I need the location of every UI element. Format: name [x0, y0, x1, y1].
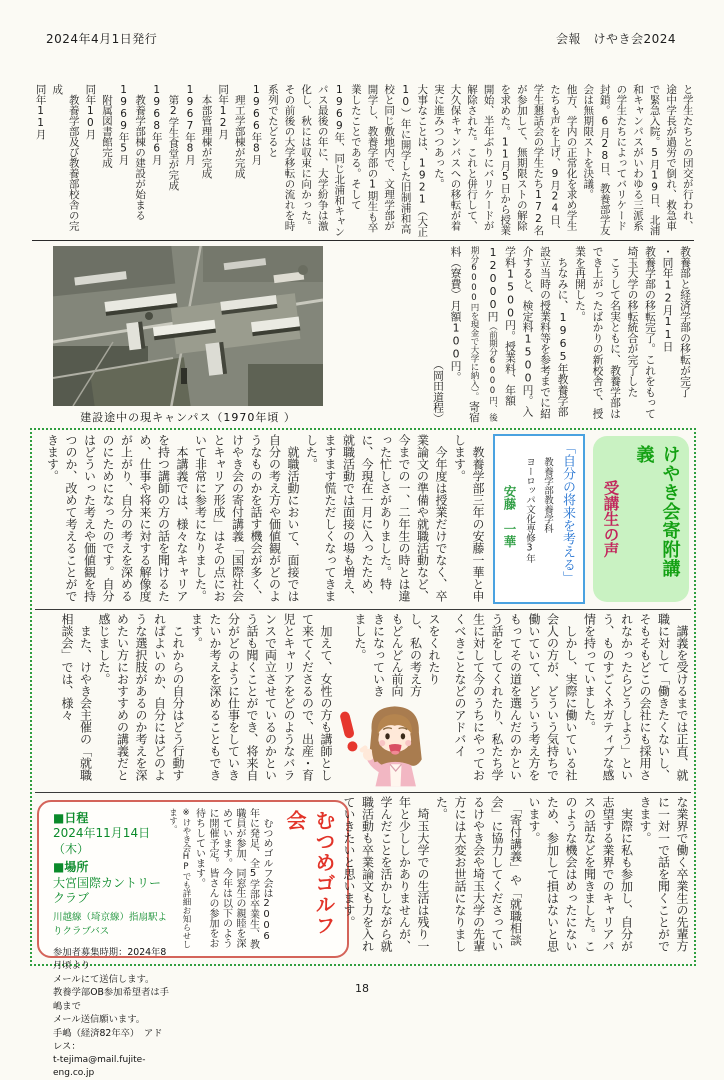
- golf-hp-note: ※けやき会HPでも詳細お知らせします。: [167, 808, 191, 949]
- essay-band-2-left: 加えて、女性の方も講師として来てくださるので、出産・育児とキャリアをどのようなバランスで両立させているのかという話も聞くことができ、将来自分がどのように仕事をしていきたいか考えを深めることもできます。 これからの自分はどう行動すればよいのか、自分にはどのような選択肢があるのか考えを深めたい方におすすめの講義だと感じました。 また、けやき会主催の「就職相談会」では、様々: [60, 613, 333, 781]
- essay-band-2-row: [35, 613, 691, 789]
- history-band-bottom: [32, 246, 694, 428]
- badge-title: けやき会寄附講義: [633, 445, 681, 578]
- exclamation-icon: [339, 711, 359, 753]
- tuition-rest: 寄宿料（寮費）月額100円。: [449, 246, 481, 423]
- history-timeline: 1966年8月 理工学部棟が完成 同年12月 本部管理棟が完成 1967年8月 第2学生食堂が完成 1968年6月 教養学部棟の建設が始まる 1969年5月 附属図書館完成 同年10月 教養学部及び教養部校舎の完成 同年11月: [34, 84, 263, 231]
- photo-block: [32, 246, 344, 428]
- issue-date: 2024年4月1日発行: [46, 32, 158, 46]
- section-divider: [32, 240, 694, 241]
- page-number: 18: [355, 982, 369, 995]
- place-value: 大宮国際カントリークラブ: [53, 875, 162, 906]
- author-affiliation-1: 教養学部教養学科: [542, 457, 553, 533]
- essay-band-2-middle: [335, 613, 443, 789]
- photo-caption: 建設途中の現キャンパス（1970年頃 ）: [80, 411, 296, 424]
- badge-subtitle: 受講生の声: [601, 480, 620, 558]
- campus-aerial-photo: [53, 246, 323, 406]
- place-access: 川越線（埼京線）指扇駅よりクラブバス: [53, 911, 168, 937]
- schedule-label: ■日程: [53, 811, 89, 825]
- golf-info: [47, 808, 177, 1078]
- essay-band-2-wrap-text: スをくれたりし、私の考え方もどんどん前向きになっていきました。: [353, 613, 441, 697]
- golf-announcement-box: [37, 800, 349, 1078]
- place-label: ■場所: [53, 860, 89, 875]
- band-divider: [35, 609, 691, 610]
- relocation-notes: [344, 246, 694, 424]
- tuition-detail: （前期分6000円、後期分6000円を現金で大学に納入）。: [469, 246, 498, 422]
- essay-title: 「自分の将来を考える」: [560, 441, 575, 584]
- author-affiliation-2: ヨーロッパ文化専修3年: [524, 457, 535, 563]
- tuition-lead: ちなみに、1965年教養学部設立当時の授業料等を参考までに紹介すると、検定料1500円。入学料1500円。授業料、年額12000円: [486, 246, 570, 419]
- history-paragraphs: と学生たちとの団交が行われ、途中学長が過労で倒れ、救急車で緊急入院。5月19日、北浦和キャンパスがいわゆる三派系の学生たちによってバリケード封鎖。6月28日、教養部学友会は無期限ストを決議。 他方、学内の正常化を求め学生たちも声を上げ、9月24日、学生懇話会の学生たち172名が参加して、無期限ストの解除を求めた。11月5日から授業開始、半年ぶりにバリケードが解除された。これと併行して、大久保キャンパスへの移転が着実に進みつつあった。 大事なことは、1921（大正10）年に開学した旧制浦和高校と同じ敷地内で、文理学部が開学し、教養学部の1期生も卒業したことである。そして1969年、同じ北浦和キャンパス最後の年に、大学紛争は激化し、秋には収束に向かった。その前後の大学移転の流れを時系列でたどると: [266, 84, 694, 237]
- recruit-info: 参加者募集時期：2024年8月頃より メールにて送信します。 教養学部OB参加希望者は手嶋まで メール送信願います。 手嶋（経済82年卒） アドレス：: [53, 946, 169, 1053]
- history-band-top: [32, 84, 696, 237]
- essay-band-3: な業界で働く卒業生の先輩方に一対一で話を聞くことができます。 実際に私も参加し、自分が志望する業界でのキャリアパスの話などを聞きました。このような機会はめったにないため、参加して損はないと思います。 「寄付講義」や「就職相談会」に協力してくださっているけやき会や埼玉大学の先輩方には大変お世話になりました。 埼玉大学での生活は残り一年と少ししかありませんが、学んだことを活かしながら就職活動も卒業論文も力を入れていきたいと思います。: [342, 796, 689, 952]
- publication-title: 会報 けやき会2024: [555, 32, 676, 46]
- band-divider: [35, 792, 691, 793]
- email-address: t-tejima@mail.fujite-eng.co.jp: [53, 1054, 146, 1078]
- history-article: [32, 84, 694, 428]
- golf-description-text: むつめゴルフ会は2006年に発足、全5学部卒業生、教職員が参加、同窓生の親睦を深めています。今年は以下のように開催予定。皆さんの参加をお待ちしています。: [193, 808, 272, 949]
- essay-band-1-row: [35, 434, 691, 606]
- byline: （岡田道程）: [432, 359, 445, 424]
- lecture-badge: [593, 436, 689, 602]
- essay-title-box: [493, 434, 585, 604]
- essay-band-2-right: 講義を受けるまでは正直、就職に対して「働きたくないし、そもそもどこの会社にも採用されなかったらどうしよう」という、ものすごくネガティブな感情を持っていました。 しかし、実際に働いている社会人の方が、どういう気持ちで働いていて、どういう考え方をもってその道を選んだのかという話をしてくれたり、私たち学生に対して今のうちにやっておくべきことなどのアドバイ: [453, 613, 689, 781]
- relocation-lines: 教養部と経済学部の移転が完了 ・同年12月11日 教養学部の移転完了。これをもって埼玉大学の移転統合が完了した こうして名実ともに、教養学部はでき上がったばかりの新校舎で、授業を再開した。: [574, 246, 692, 419]
- essay-band-1: 教養学部三年の安藤一華と申します。 今年度は授業だけでなく、卒業論文の準備や就職活動など、今までの一、二年生の時とは違った忙しさがありました。特に、今現在一月に入ったため、就職活動では面接の場も増え、ますます慌ただしくなってきました。 就職活動において、面接では自分の考え方や価値観がどのようなものかを話す機会が多く、けやき会の寄付講義「国際社会とキャリア形成」はその点において非常に参考になりました。 本講義では、様々なキャリアを持つ講師の方の話を聞けるため、仕事や将来に対する解像度が上がり、自分の考えを深めるのにためになったのです。自分はどういった考えや価値観を持つのか、改めて考えることができます。: [45, 434, 485, 602]
- author-name: 安藤 一華: [502, 485, 517, 548]
- golf-description-block: [167, 808, 273, 950]
- student-illustration: [335, 701, 441, 787]
- schedule-value: 2024年11月14日（木）: [53, 826, 151, 856]
- golf-title: むつめゴルフ会: [283, 810, 336, 936]
- tuition-note: [447, 246, 572, 424]
